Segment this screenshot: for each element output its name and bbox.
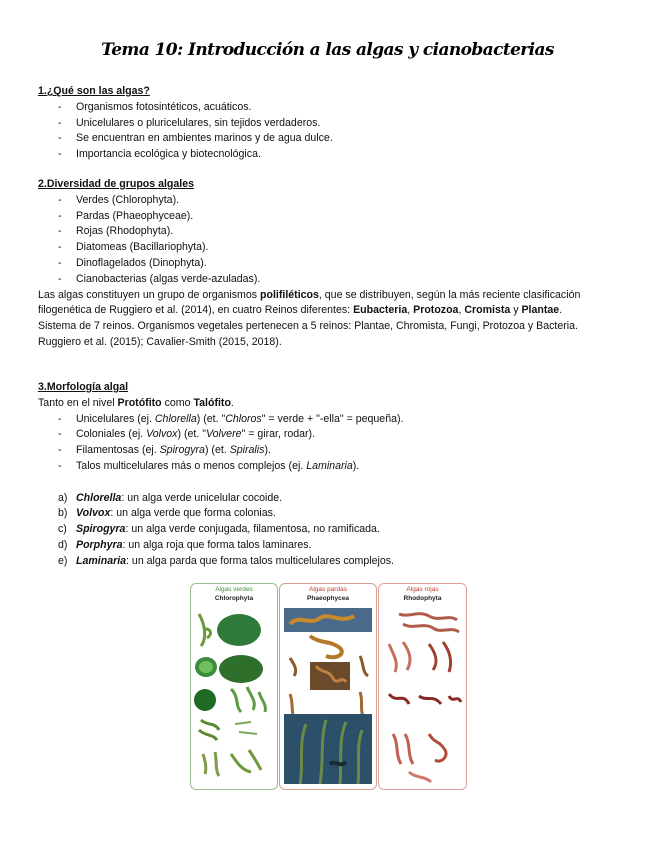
list-item: - Organismos fotosintéticos, acuáticos. (38, 100, 618, 116)
list-item: - Unicelulares o pluricelulares, sin tejidos verdaderos. (38, 116, 618, 132)
list-item: - Verdes (Chlorophyta). (38, 193, 618, 209)
section-1 (38, 84, 618, 163)
text-run: , (407, 304, 414, 317)
list-item: - Talos multicelulares más o menos complejos (ej. Laminaria). (38, 459, 618, 475)
kingdoms-paragraph: Sistema de 7 reinos. Organismos vegetales pertenecen a 5 reinos: Plantae, Chromista, Fungi, Protozoa y Bacteria. Ruggiero et al. (2015); Cavalier-Smith (2015, 2018). (38, 320, 578, 348)
panel-group-red: Rhodophyta (403, 595, 442, 602)
text-run: . (230, 396, 234, 409)
kingdom-plantae: Plantae (521, 304, 560, 317)
list-item: - Unicelulares (ej. Chlorella) (et. "Chloros" = verde + "-ella" = pequeña). (38, 412, 618, 428)
term-protofito: Protófito (117, 396, 162, 409)
list-item: a) Chlorella: un alga verde unicelular cocoide. (58, 491, 283, 504)
term-polifileticos: polifiléticos (260, 288, 319, 301)
text-run: , (458, 304, 465, 317)
morphology-list (38, 412, 618, 475)
list-item: - Importancia ecológica y biotecnológica. (38, 147, 618, 163)
examples-list (38, 491, 618, 570)
page-title: Tema 10: Introducción a las algas y cianobacterias (101, 40, 554, 60)
list-item: - Se encuentran en ambientes marinos y de agua dulce. (38, 131, 618, 147)
panel-label-brown: Algas pardas (309, 586, 347, 593)
brown-algae-image (280, 584, 376, 789)
list-item: - Pardas (Phaeophyceae). (38, 209, 618, 225)
list-item: - Cianobacterias (algas verde-azuladas). (38, 272, 618, 288)
panel-red-algae (378, 583, 467, 790)
kingdom-protozoa: Protozoa (413, 304, 459, 317)
text-run: Las algas constituyen un grupo de organismos (38, 288, 261, 301)
list-item: c) Spirogyra: un alga verde conjugada, filamentosa, no ramificada. (58, 523, 380, 536)
panel-green-algae (190, 583, 278, 790)
panel-group-brown: Phaeophycea (307, 595, 349, 602)
section-1-list (38, 100, 618, 163)
list-item: - Diatomeas (Bacillariophyta). (38, 240, 618, 256)
section-2 (38, 177, 618, 351)
text-run: , que se distribuyen, según la más reciente clasificación filogenética de Ruggiero et al. (2014), en cuatro Reinos diferentes: (38, 288, 581, 317)
term-talofito: Talófito (193, 396, 231, 409)
green-algae-image (191, 584, 277, 789)
section-3-heading: 3.Morfología algal (38, 381, 129, 393)
section-3 (38, 380, 618, 570)
kingdom-cromista: Cromista (464, 304, 511, 317)
list-item: - Filamentosas (ej. Spirogyra) (et. Spiralis). (38, 443, 618, 459)
panel-brown-algae (279, 583, 377, 790)
list-item: - Dinoflagelados (Dinophyta). (38, 256, 618, 272)
section-2-heading: 2.Diversidad de grupos algales (38, 178, 195, 190)
classification-paragraph (38, 288, 618, 320)
list-item: d) Porphyra: un alga roja que forma talos laminares. (58, 538, 312, 551)
morphology-intro (38, 396, 618, 412)
section-1-heading: 1.¿Qué son las algas? (38, 85, 150, 97)
text-run: como (161, 396, 194, 409)
text-run: Tanto en el nivel (38, 396, 118, 409)
panel-label-green: Algas verdes (215, 586, 253, 593)
red-algae-image (379, 584, 466, 789)
text-run: . (559, 304, 563, 317)
list-item: b) Volvox: un alga verde que forma colonias. (58, 507, 276, 520)
section-2-list (38, 193, 618, 288)
panel-group-green: Chlorophyta (214, 595, 254, 602)
kingdom-eubacteria: Eubacteria (353, 304, 408, 317)
list-item: e) Laminaria: un alga parda que forma talos multicelulares complejos. (58, 554, 394, 567)
algae-figure (190, 583, 466, 790)
list-item: - Coloniales (ej. Volvox) (et. "Volvere" = girar, rodar). (38, 427, 618, 443)
list-item: - Rojas (Rhodophyta). (38, 224, 618, 240)
text-run: y (510, 304, 522, 317)
panel-label-red: Algas rojas (406, 586, 439, 593)
